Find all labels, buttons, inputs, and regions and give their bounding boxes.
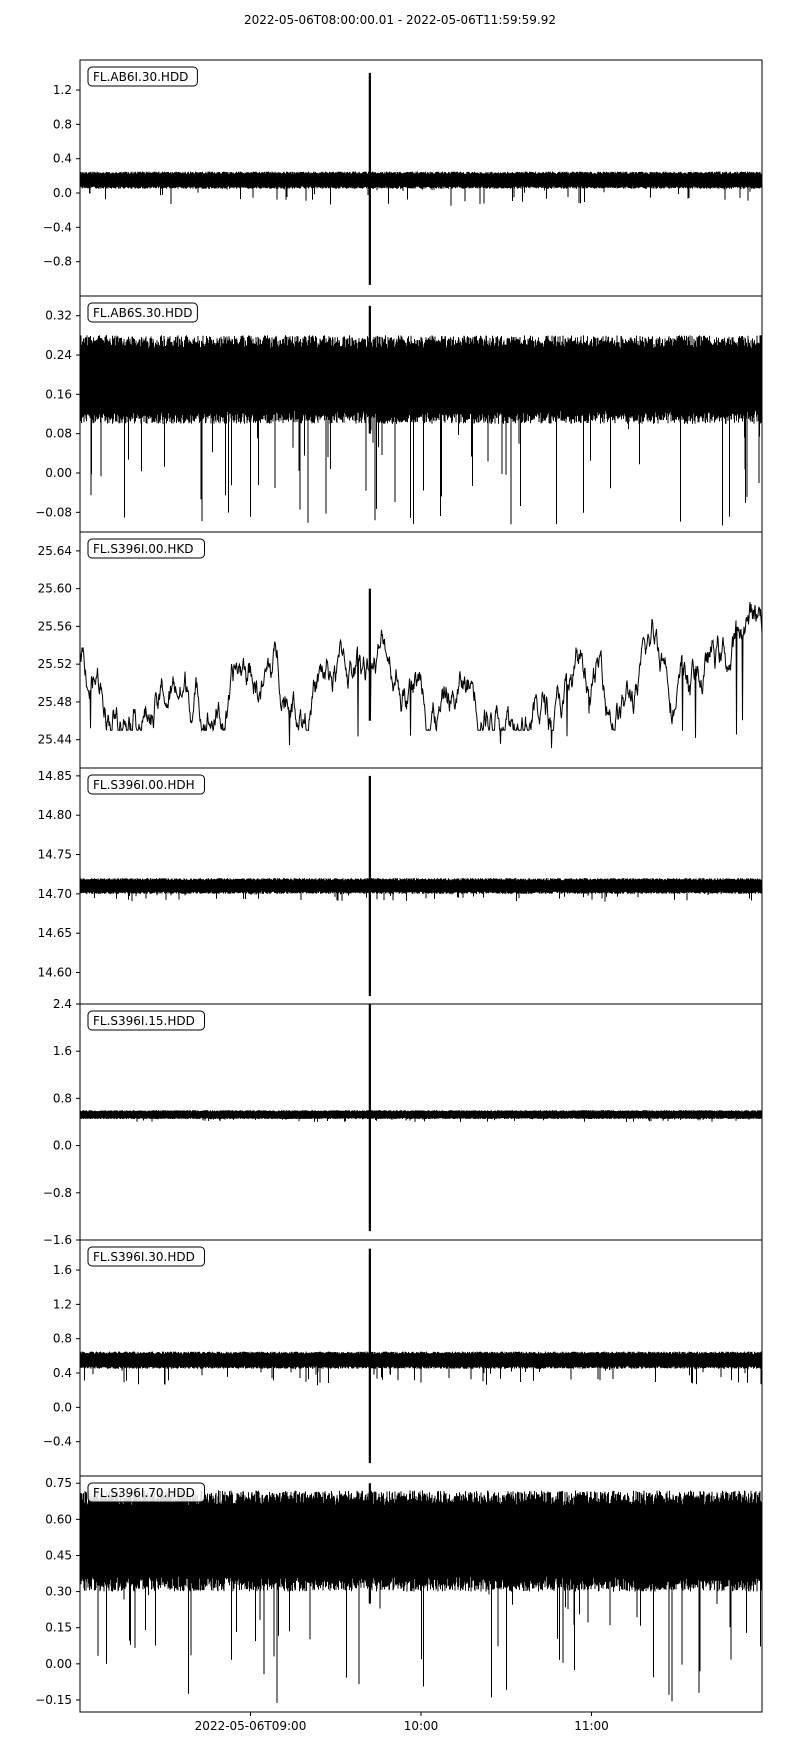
- panel-frame: [80, 532, 762, 768]
- y-tick-label: 14.70: [37, 886, 72, 901]
- y-tick-label: 0.0: [52, 1400, 72, 1415]
- x-tick-label: 10:00: [403, 1719, 439, 1733]
- y-tick-label: 0.0: [52, 1138, 72, 1153]
- panel-5: [43, 997, 762, 1247]
- trace-label: FL.AB6I.30.HDD: [93, 70, 189, 84]
- y-tick-label: 0.8: [52, 1091, 72, 1106]
- y-tick-label: 25.64: [37, 543, 72, 558]
- panel-1: [43, 60, 762, 296]
- y-tick-label: 14.65: [37, 926, 72, 941]
- y-tick-label: −0.8: [42, 1185, 72, 1200]
- trace-label: FL.S396I.00.HKD: [93, 542, 194, 556]
- waveform-trace: [80, 172, 762, 206]
- y-tick-label: 0.75: [45, 1476, 72, 1491]
- y-tick-label: 25.60: [37, 581, 72, 596]
- waveform-trace: [80, 335, 762, 525]
- trace-label: FL.S396I.70.HDD: [93, 1486, 195, 1500]
- panel-6: [43, 1240, 762, 1476]
- y-tick-label: 1.6: [52, 1263, 72, 1278]
- y-tick-label: 0.16: [45, 387, 72, 402]
- trace-label: FL.AB6S.30.HDD: [93, 306, 193, 320]
- trace-label: FL.S396I.15.HDD: [93, 1014, 195, 1028]
- y-tick-label: −0.15: [35, 1692, 72, 1707]
- x-tick-label: 2022-05-06T09:00: [194, 1719, 307, 1733]
- y-tick-label: 25.44: [37, 732, 72, 747]
- y-tick-label: 25.56: [37, 619, 72, 634]
- waveform-trace: [80, 878, 762, 902]
- waveform-trace: [80, 1491, 762, 1703]
- y-tick-label: 0.4: [52, 151, 72, 166]
- waveform-trace: [80, 1352, 762, 1386]
- y-tick-label: 14.60: [37, 965, 72, 980]
- y-tick-label: 14.75: [37, 847, 72, 862]
- panel-3: [38, 532, 762, 768]
- trace-label: FL.S396I.30.HDD: [93, 1250, 195, 1264]
- panels-group: [35, 60, 762, 1712]
- y-tick-label: 25.52: [37, 657, 72, 672]
- y-tick-label: 0.8: [52, 1331, 72, 1346]
- y-tick-label: −0.8: [42, 254, 72, 269]
- panel-2: [35, 296, 762, 532]
- panel-4: [38, 768, 762, 1004]
- panel-frame: [80, 1004, 762, 1240]
- y-tick-label: 14.85: [37, 768, 72, 783]
- y-tick-label: 0.45: [45, 1548, 72, 1563]
- y-tick-label: 2.4: [52, 997, 72, 1011]
- y-tick-label: 1.6: [52, 1044, 72, 1059]
- y-tick-label: −0.4: [42, 220, 72, 235]
- y-tick-label: 0.0: [52, 186, 72, 201]
- y-tick-label: −1.6: [42, 1233, 72, 1247]
- y-tick-label: 1.2: [52, 83, 72, 98]
- y-tick-label: 0.00: [45, 466, 72, 480]
- waveform-trace: [80, 1110, 762, 1122]
- y-tick-label: 0.4: [52, 1366, 72, 1381]
- y-tick-label: 14.80: [37, 808, 72, 823]
- y-tick-label: 0.08: [45, 426, 72, 441]
- y-tick-label: 25.48: [37, 694, 72, 709]
- x-axis: [195, 1712, 609, 1733]
- y-tick-label: 0.8: [52, 117, 72, 132]
- x-tick-label: 11:00: [574, 1719, 609, 1733]
- y-tick-label: 0.00: [45, 1656, 72, 1671]
- panel-7: [35, 1476, 762, 1712]
- y-tick-label: 0.15: [45, 1620, 72, 1635]
- y-tick-label: 0.32: [45, 308, 72, 323]
- waveform-trace: [80, 602, 762, 748]
- y-tick-label: 0.24: [45, 348, 72, 362]
- y-tick-label: −0.08: [35, 505, 72, 520]
- y-tick-label: 0.60: [45, 1512, 72, 1527]
- chart-title: 2022-05-06T08:00:00.01 - 2022-05-06T11:59:59.92: [243, 13, 557, 27]
- trace-label: FL.S396I.00.HDH: [93, 778, 195, 792]
- y-tick-label: −0.4: [42, 1434, 72, 1449]
- y-tick-label: 1.2: [52, 1297, 72, 1312]
- y-tick-label: 0.30: [45, 1584, 72, 1599]
